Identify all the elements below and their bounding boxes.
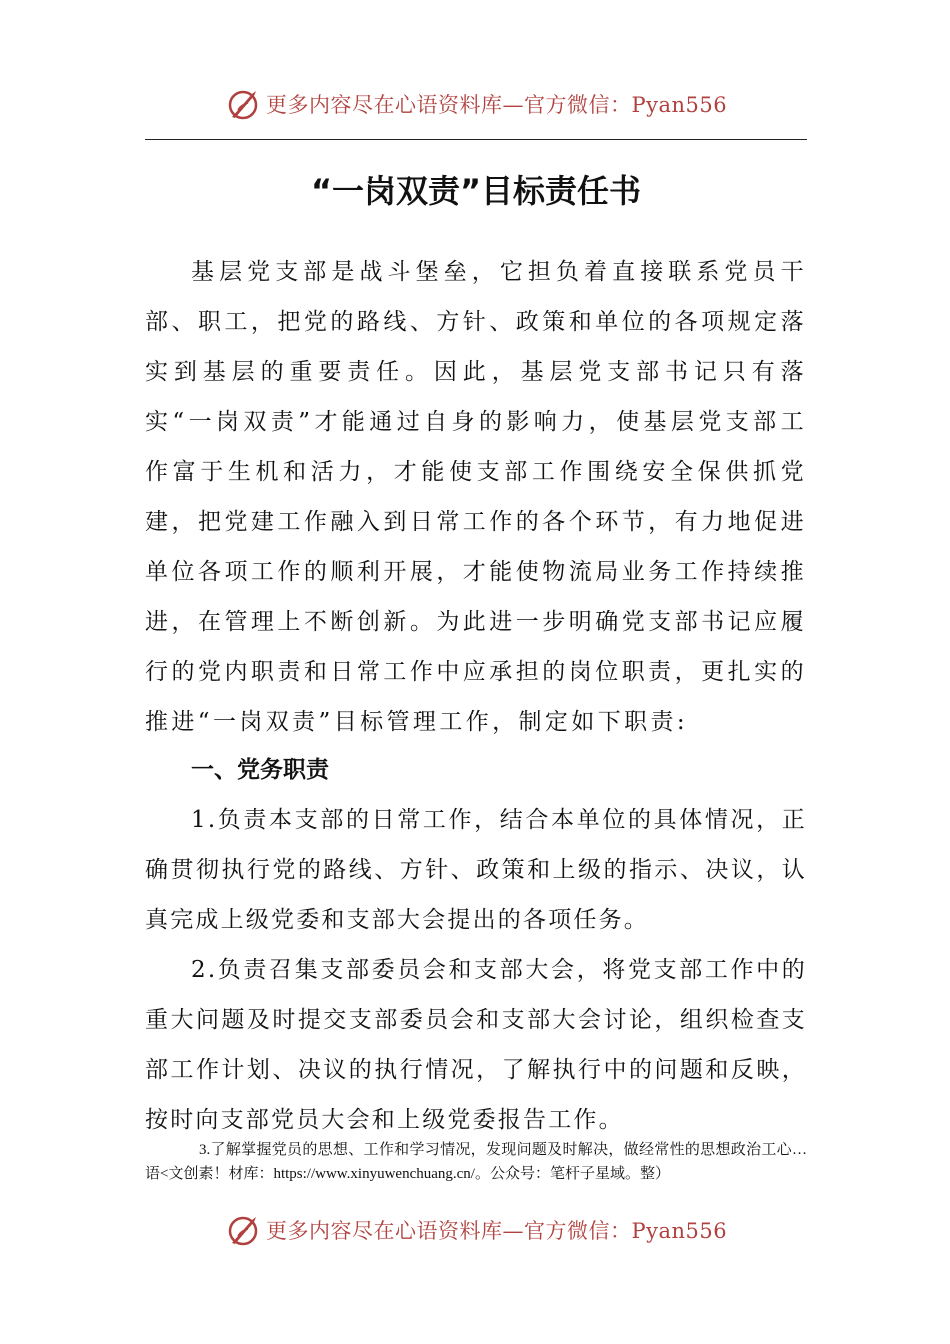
- pen-logo-icon: [226, 1212, 262, 1248]
- page-title: “一岗双责”目标责任书: [310, 172, 642, 211]
- duty-item-3-footnote: 3.了解掌握党员的思想、工作和学习情况，发现问题及时解决，做经常性的思想政治工心…语<文创素！材库：https://www.xinyuwenchuang.cn/。公众号：笔杆子星域。整）: [145, 1142, 807, 1182]
- banner-text: 更多内容尽在心语资料库—官方微信：Pyan556: [266, 1219, 728, 1243]
- section-heading-party-duties: 一、党务职责: [191, 757, 329, 783]
- intro-paragraph: 基层党支部是战斗堡垒，它担负着直接联系党员干部、职工，把党的路线、方针、政策和单位的各项规定落实到基层的重要责任。因此，基层党支部书记只有落实“一岗双责”才能通过自身的影响力，使基层党支部工作富于生机和活力，才能使支部工作围绕安全保供抓党建，把党建工作融入到日常工作的各个环节，有力地促进单位各项工作的顺利开展，才能使物流局业务工作持续推进，在管理上不断创新。为此进一步明确党支部书记应履行的党内职责和日常工作中应承担的岗位职责，更扎实的推进“一岗双责”目标管理工作，制定如下职责:: [145, 259, 807, 735]
- header-banner: [226, 84, 727, 124]
- duty-item-1: 1.负责本支部的日常工作，结合本单位的具体情况，正确贯彻执行党的路线、方针、政策和上级的指示、决议，认真完成上级党委和支部大会提出的各项任务。: [145, 807, 807, 933]
- footer-banner: [226, 1210, 727, 1250]
- pen-logo-icon: [226, 86, 262, 122]
- duty-item-2: 2.负责召集支部委员会和支部大会，将党支部工作中的重大问题及时提交支部委员会和支部大会讨论，组织检查支部工作计划、决议的执行情况，了解执行中的问题和反映，按时向支部党员大会和上级党委报告工作。: [145, 957, 807, 1133]
- header-divider: [145, 139, 807, 140]
- banner-text: 更多内容尽在心语资料库—官方微信：Pyan556: [266, 93, 728, 117]
